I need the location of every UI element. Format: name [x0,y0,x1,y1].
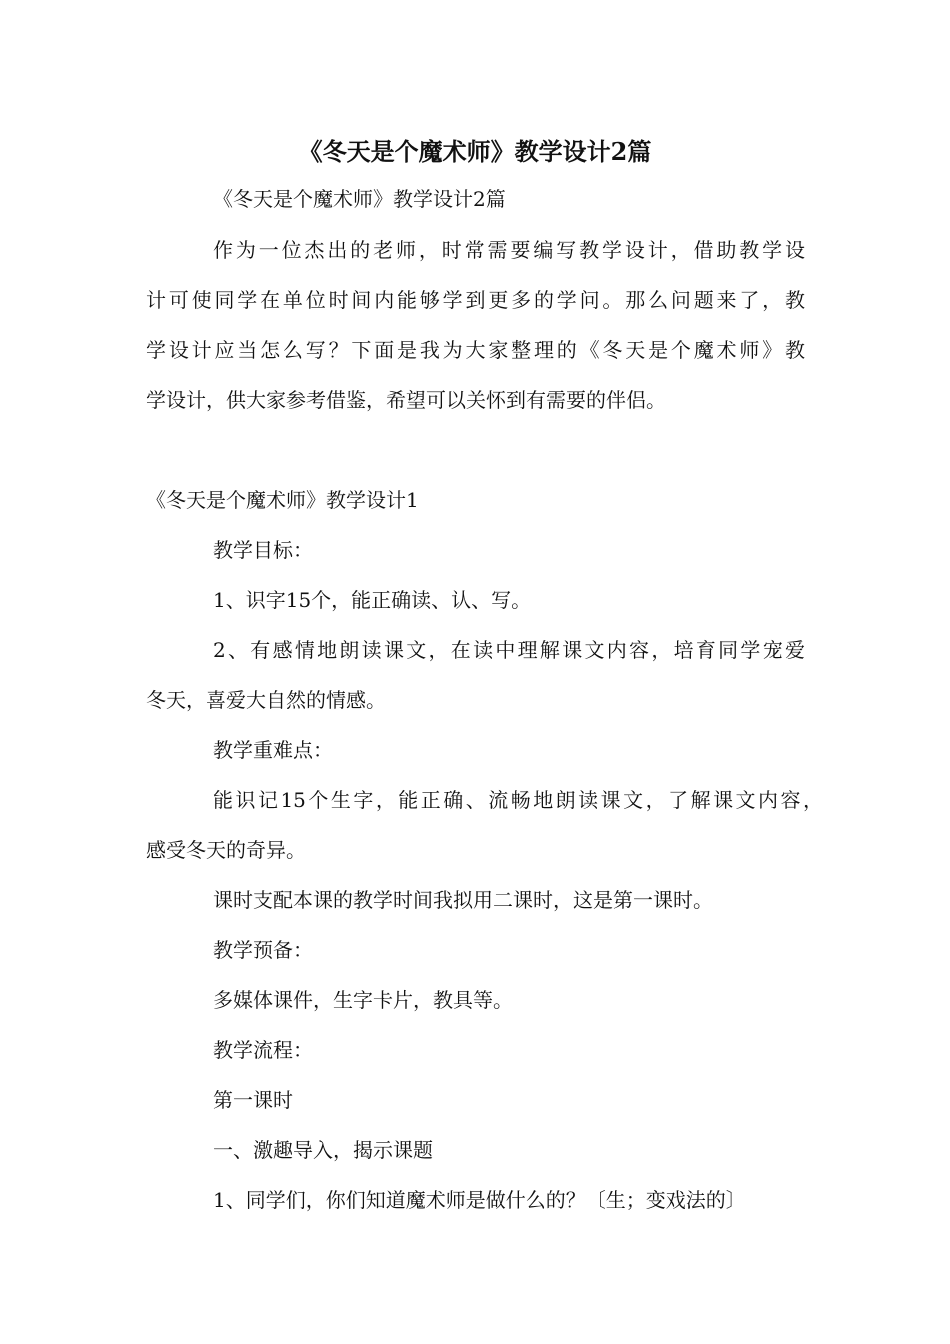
section-heading: 《冬天是个魔术师》教学设计1 [146,488,419,512]
document-title: 《冬天是个魔术师》教学设计2篇 [298,137,652,166]
body-line-key-points: 能识记15个生字，能正确、流畅地朗读课文，了解课文内容， [213,788,823,812]
body-line-preparation-heading: 教学预备： [213,938,313,962]
body-line-key-points-cont: 感受冬天的奇异。 [146,838,306,862]
intro-line-4: 学设计，供大家参考借鉴，希望可以关怀到有需要的伴侣。 [146,388,666,412]
body-line-step-1: 一、激趣导入，揭示课题 [213,1138,433,1162]
body-line-step-1-question: 1、同学们，你们知道魔术师是做什么的？〔生；变戏法的〕 [213,1188,746,1212]
body-line-preparation: 多媒体课件，生字卡片，教具等。 [213,988,513,1012]
intro-line-1: 作为一位杰出的老师，时常需要编写教学设计，借助教学设 [213,238,805,262]
body-line-process-heading: 教学流程： [213,1038,313,1062]
body-line-key-points-heading: 教学重难点： [213,738,333,762]
body-line-goal-2-cont: 冬天，喜爱大自然的情感。 [146,688,386,712]
body-line-goals-heading: 教学目标： [213,538,313,562]
body-line-goal-2: 2、有感情地朗读课文，在读中理解课文内容，培育同学宠爱 [213,638,805,662]
intro-line-3: 学设计应当怎么写？下面是我为大家整理的《冬天是个魔术师》教 [146,338,805,362]
body-line-goal-1: 1、识字15个，能正确读、认、写。 [213,588,532,612]
intro-line-2: 计可使同学在单位时间内能够学到更多的学问。那么问题来了，教 [146,288,805,312]
document-subtitle: 《冬天是个魔术师》教学设计2篇 [213,187,506,211]
body-line-schedule: 课时支配本课的教学时间我拟用二课时，这是第一课时。 [213,888,713,912]
body-line-first-lesson: 第一课时 [213,1088,293,1112]
